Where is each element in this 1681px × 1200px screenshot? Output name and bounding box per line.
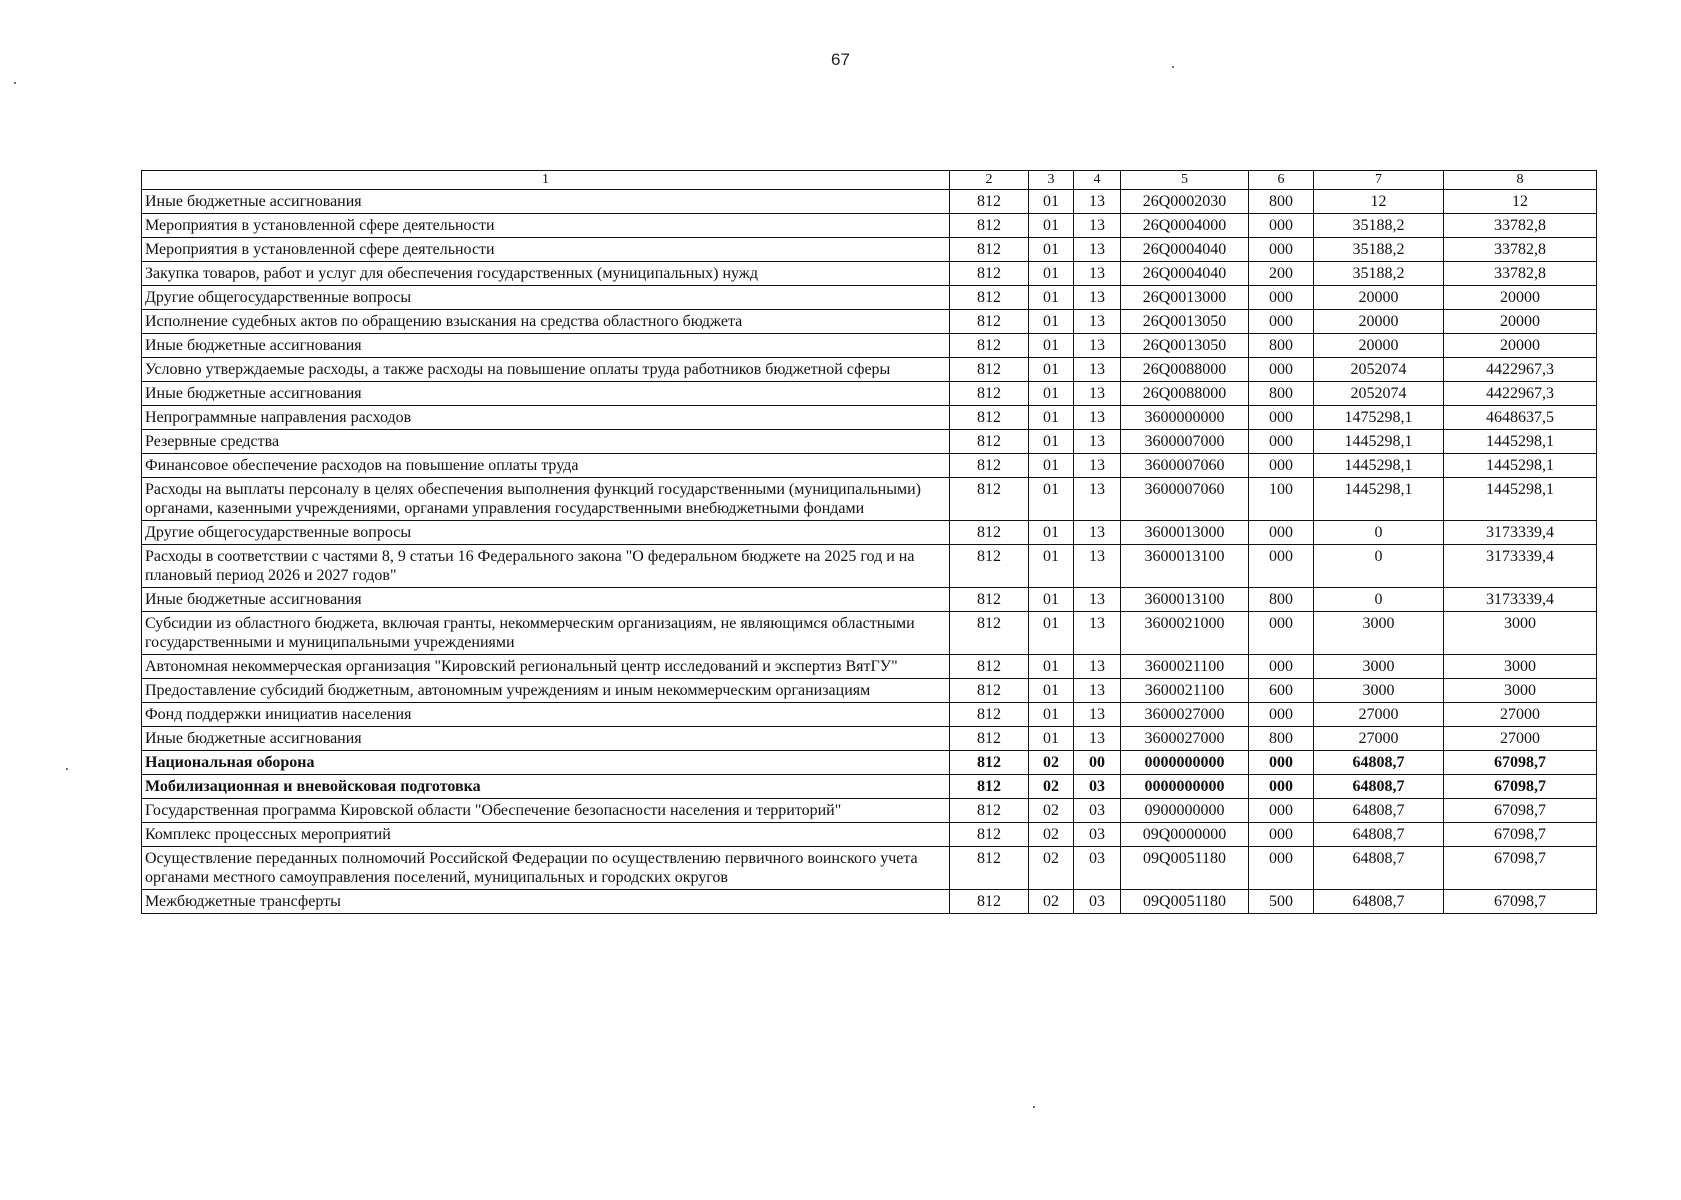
row-name-cell: Расходы в соответствии с частями 8, 9 статьи 16 Федерального закона "О федеральном бюджете на 2025 год и на плановый период 2026 и 2027 годов": [142, 545, 950, 588]
amount-2026-cell: 27000: [1314, 703, 1444, 727]
subsection-cell: 03: [1074, 847, 1121, 890]
code-cell: 812: [950, 310, 1029, 334]
amount-2027-cell: 3173339,4: [1444, 521, 1597, 545]
section-cell: 01: [1029, 286, 1074, 310]
row-name-cell: Государственная программа Кировской области "Обеспечение безопасности населения и территорий": [142, 799, 950, 823]
amount-2027-cell: 20000: [1444, 334, 1597, 358]
target-article-cell: 3600007060: [1121, 454, 1249, 478]
amount-2026-cell: 64808,7: [1314, 751, 1444, 775]
amount-2026-cell: 64808,7: [1314, 823, 1444, 847]
amount-2027-cell: 12: [1444, 190, 1597, 214]
amount-2026-cell: 64808,7: [1314, 775, 1444, 799]
code-cell: 812: [950, 890, 1029, 914]
subsection-cell: 03: [1074, 775, 1121, 799]
amount-2026-cell: 3000: [1314, 612, 1444, 655]
subsection-cell: 13: [1074, 679, 1121, 703]
row-name-cell: Мероприятия в установленной сфере деятельности: [142, 214, 950, 238]
row-name-cell: Расходы на выплаты персоналу в целях обеспечения выполнения функций государственными (муниципальными) органами, казенными учреждениями, органами управления государственными внебюджетными фондами: [142, 478, 950, 521]
code-cell: 812: [950, 612, 1029, 655]
code-cell: 812: [950, 679, 1029, 703]
budget-table: [141, 170, 1597, 914]
code-cell: 812: [950, 521, 1029, 545]
target-article-cell: 3600007000: [1121, 430, 1249, 454]
target-article-cell: 3600013000: [1121, 521, 1249, 545]
code-cell: 812: [950, 588, 1029, 612]
section-cell: 02: [1029, 751, 1074, 775]
section-cell: 02: [1029, 847, 1074, 890]
table-row: [142, 262, 1597, 286]
amount-2026-cell: 35188,2: [1314, 262, 1444, 286]
subsection-cell: 13: [1074, 310, 1121, 334]
subsection-cell: 13: [1074, 358, 1121, 382]
table-row: [142, 545, 1597, 588]
subsection-cell: 13: [1074, 521, 1121, 545]
row-name-cell: Исполнение судебных актов по обращению взыскания на средства областного бюджета: [142, 310, 950, 334]
table-row: [142, 679, 1597, 703]
code-cell: 812: [950, 799, 1029, 823]
expense-type-cell: 000: [1249, 823, 1314, 847]
target-article-cell: 26Q0013050: [1121, 334, 1249, 358]
target-article-cell: 09Q0051180: [1121, 890, 1249, 914]
subsection-cell: 13: [1074, 286, 1121, 310]
expense-type-cell: 000: [1249, 799, 1314, 823]
amount-2027-cell: 67098,7: [1444, 890, 1597, 914]
code-cell: 812: [950, 214, 1029, 238]
table-row: [142, 454, 1597, 478]
section-cell: 01: [1029, 406, 1074, 430]
subsection-cell: 13: [1074, 406, 1121, 430]
table-row: [142, 751, 1597, 775]
subsection-cell: 13: [1074, 655, 1121, 679]
expense-type-cell: 000: [1249, 655, 1314, 679]
column-header: 8: [1444, 171, 1597, 190]
target-article-cell: 26Q0004040: [1121, 262, 1249, 286]
section-cell: 02: [1029, 823, 1074, 847]
section-cell: 01: [1029, 262, 1074, 286]
target-article-cell: 09Q0000000: [1121, 823, 1249, 847]
code-cell: 812: [950, 751, 1029, 775]
target-article-cell: 26Q0013050: [1121, 310, 1249, 334]
expense-type-cell: 800: [1249, 334, 1314, 358]
amount-2027-cell: 67098,7: [1444, 823, 1597, 847]
target-article-cell: 0000000000: [1121, 751, 1249, 775]
amount-2027-cell: 20000: [1444, 286, 1597, 310]
column-header: 6: [1249, 171, 1314, 190]
scan-speck: [1172, 66, 1174, 68]
amount-2027-cell: 3000: [1444, 679, 1597, 703]
target-article-cell: 3600021000: [1121, 612, 1249, 655]
expense-type-cell: 000: [1249, 751, 1314, 775]
section-cell: 01: [1029, 190, 1074, 214]
subsection-cell: 13: [1074, 703, 1121, 727]
amount-2026-cell: 1475298,1: [1314, 406, 1444, 430]
column-header: 2: [950, 171, 1029, 190]
amount-2026-cell: 64808,7: [1314, 890, 1444, 914]
target-article-cell: 26Q0088000: [1121, 358, 1249, 382]
table-row: [142, 823, 1597, 847]
table-row: [142, 703, 1597, 727]
row-name-cell: Мероприятия в установленной сфере деятельности: [142, 238, 950, 262]
section-cell: 01: [1029, 545, 1074, 588]
amount-2026-cell: 3000: [1314, 655, 1444, 679]
row-name-cell: Резервные средства: [142, 430, 950, 454]
row-name-cell: Непрограммные направления расходов: [142, 406, 950, 430]
section-cell: 01: [1029, 655, 1074, 679]
column-header: 4: [1074, 171, 1121, 190]
subsection-cell: 13: [1074, 238, 1121, 262]
row-name-cell: Мобилизационная и вневойсковая подготовка: [142, 775, 950, 799]
amount-2026-cell: 64808,7: [1314, 799, 1444, 823]
amount-2027-cell: 3173339,4: [1444, 545, 1597, 588]
table-row: [142, 406, 1597, 430]
row-name-cell: Фонд поддержки инициатив населения: [142, 703, 950, 727]
code-cell: 812: [950, 775, 1029, 799]
table-row: [142, 727, 1597, 751]
subsection-cell: 13: [1074, 478, 1121, 521]
row-name-cell: Иные бюджетные ассигнования: [142, 190, 950, 214]
code-cell: 812: [950, 334, 1029, 358]
table-row: [142, 775, 1597, 799]
amount-2027-cell: 4422967,3: [1444, 382, 1597, 406]
table-row: [142, 214, 1597, 238]
amount-2027-cell: 3173339,4: [1444, 588, 1597, 612]
amount-2027-cell: 4648637,5: [1444, 406, 1597, 430]
expense-type-cell: 000: [1249, 847, 1314, 890]
amount-2027-cell: 3000: [1444, 655, 1597, 679]
row-name-cell: Иные бюджетные ассигнования: [142, 727, 950, 751]
expense-type-cell: 800: [1249, 382, 1314, 406]
table-row: [142, 521, 1597, 545]
section-cell: 01: [1029, 727, 1074, 751]
amount-2026-cell: 3000: [1314, 679, 1444, 703]
amount-2026-cell: 27000: [1314, 727, 1444, 751]
code-cell: 812: [950, 478, 1029, 521]
expense-type-cell: 800: [1249, 727, 1314, 751]
amount-2026-cell: 0: [1314, 545, 1444, 588]
amount-2026-cell: 35188,2: [1314, 214, 1444, 238]
code-cell: 812: [950, 286, 1029, 310]
amount-2027-cell: 1445298,1: [1444, 478, 1597, 521]
target-article-cell: 3600021100: [1121, 679, 1249, 703]
expense-type-cell: 000: [1249, 430, 1314, 454]
expense-type-cell: 000: [1249, 286, 1314, 310]
target-article-cell: 0900000000: [1121, 799, 1249, 823]
section-cell: 01: [1029, 358, 1074, 382]
table-row: [142, 190, 1597, 214]
amount-2026-cell: 1445298,1: [1314, 430, 1444, 454]
amount-2026-cell: 35188,2: [1314, 238, 1444, 262]
scan-speck: [66, 768, 68, 770]
expense-type-cell: 200: [1249, 262, 1314, 286]
section-cell: 02: [1029, 799, 1074, 823]
expense-type-cell: 000: [1249, 358, 1314, 382]
expense-type-cell: 600: [1249, 679, 1314, 703]
column-header: 7: [1314, 171, 1444, 190]
expense-type-cell: 000: [1249, 406, 1314, 430]
table-row: [142, 890, 1597, 914]
subsection-cell: 13: [1074, 588, 1121, 612]
row-name-cell: Осуществление переданных полномочий Российской Федерации по осуществлению первичного воинского учета органами местного самоуправления поселений, муниципальных и городских округов: [142, 847, 950, 890]
subsection-cell: 13: [1074, 545, 1121, 588]
amount-2026-cell: 1445298,1: [1314, 478, 1444, 521]
row-name-cell: Межбюджетные трансферты: [142, 890, 950, 914]
column-header: 5: [1121, 171, 1249, 190]
page-number: 67: [831, 50, 850, 69]
section-cell: 01: [1029, 430, 1074, 454]
section-cell: 02: [1029, 775, 1074, 799]
code-cell: 812: [950, 262, 1029, 286]
expense-type-cell: 000: [1249, 545, 1314, 588]
section-cell: 01: [1029, 679, 1074, 703]
table-row: [142, 588, 1597, 612]
row-name-cell: Финансовое обеспечение расходов на повышение оплаты труда: [142, 454, 950, 478]
section-cell: 01: [1029, 703, 1074, 727]
expense-type-cell: 800: [1249, 588, 1314, 612]
section-cell: 01: [1029, 521, 1074, 545]
code-cell: 812: [950, 655, 1029, 679]
row-name-cell: Условно утверждаемые расходы, а также расходы на повышение оплаты труда работников бюджетной сферы: [142, 358, 950, 382]
target-article-cell: 3600027000: [1121, 727, 1249, 751]
subsection-cell: 13: [1074, 214, 1121, 238]
subsection-cell: 03: [1074, 890, 1121, 914]
subsection-cell: 13: [1074, 454, 1121, 478]
section-cell: 01: [1029, 588, 1074, 612]
amount-2027-cell: 1445298,1: [1444, 454, 1597, 478]
amount-2027-cell: 27000: [1444, 727, 1597, 751]
code-cell: 812: [950, 358, 1029, 382]
section-cell: 01: [1029, 612, 1074, 655]
target-article-cell: 26Q0013000: [1121, 286, 1249, 310]
subsection-cell: 00: [1074, 751, 1121, 775]
amount-2026-cell: 20000: [1314, 310, 1444, 334]
table-row: [142, 286, 1597, 310]
table-row: [142, 847, 1597, 890]
amount-2027-cell: 3000: [1444, 612, 1597, 655]
scan-speck: [1033, 1106, 1035, 1108]
amount-2026-cell: 2052074: [1314, 382, 1444, 406]
amount-2027-cell: 67098,7: [1444, 847, 1597, 890]
row-name-cell: Иные бюджетные ассигнования: [142, 382, 950, 406]
expense-type-cell: 000: [1249, 454, 1314, 478]
subsection-cell: 13: [1074, 727, 1121, 751]
table-row: [142, 382, 1597, 406]
target-article-cell: 3600013100: [1121, 545, 1249, 588]
section-cell: 01: [1029, 238, 1074, 262]
amount-2026-cell: 1445298,1: [1314, 454, 1444, 478]
expense-type-cell: 800: [1249, 190, 1314, 214]
row-name-cell: Предоставление субсидий бюджетным, автономным учреждениям и иным некоммерческим организациям: [142, 679, 950, 703]
amount-2027-cell: 67098,7: [1444, 751, 1597, 775]
amount-2027-cell: 4422967,3: [1444, 358, 1597, 382]
expense-type-cell: 100: [1249, 478, 1314, 521]
row-name-cell: Иные бюджетные ассигнования: [142, 334, 950, 358]
amount-2027-cell: 1445298,1: [1444, 430, 1597, 454]
target-article-cell: 09Q0051180: [1121, 847, 1249, 890]
table-row: [142, 799, 1597, 823]
amount-2027-cell: 33782,8: [1444, 214, 1597, 238]
table-row: [142, 612, 1597, 655]
subsection-cell: 13: [1074, 190, 1121, 214]
subsection-cell: 13: [1074, 612, 1121, 655]
amount-2026-cell: 2052074: [1314, 358, 1444, 382]
expense-type-cell: 000: [1249, 703, 1314, 727]
target-article-cell: 3600027000: [1121, 703, 1249, 727]
target-article-cell: 0000000000: [1121, 775, 1249, 799]
table-row: [142, 310, 1597, 334]
target-article-cell: 3600021100: [1121, 655, 1249, 679]
target-article-cell: 3600007060: [1121, 478, 1249, 521]
column-header: 1: [142, 171, 950, 190]
table-row: [142, 334, 1597, 358]
subsection-cell: 13: [1074, 334, 1121, 358]
code-cell: 812: [950, 406, 1029, 430]
expense-type-cell: 500: [1249, 890, 1314, 914]
code-cell: 812: [950, 823, 1029, 847]
target-article-cell: 26Q0088000: [1121, 382, 1249, 406]
amount-2026-cell: 64808,7: [1314, 847, 1444, 890]
row-name-cell: Закупка товаров, работ и услуг для обеспечения государственных (муниципальных) нужд: [142, 262, 950, 286]
amount-2026-cell: 20000: [1314, 334, 1444, 358]
section-cell: 01: [1029, 454, 1074, 478]
column-header: 3: [1029, 171, 1074, 190]
section-cell: 01: [1029, 478, 1074, 521]
subsection-cell: 03: [1074, 799, 1121, 823]
amount-2027-cell: 27000: [1444, 703, 1597, 727]
amount-2026-cell: 0: [1314, 521, 1444, 545]
subsection-cell: 03: [1074, 823, 1121, 847]
target-article-cell: 3600000000: [1121, 406, 1249, 430]
code-cell: 812: [950, 382, 1029, 406]
code-cell: 812: [950, 847, 1029, 890]
target-article-cell: 26Q0004040: [1121, 238, 1249, 262]
row-name-cell: Другие общегосударственные вопросы: [142, 521, 950, 545]
section-cell: 01: [1029, 310, 1074, 334]
table-row: [142, 478, 1597, 521]
code-cell: 812: [950, 238, 1029, 262]
row-name-cell: Субсидии из областного бюджета, включая гранты, некоммерческим организациям, не являющимся областными государственными и муниципальными учреждениями: [142, 612, 950, 655]
amount-2026-cell: 20000: [1314, 286, 1444, 310]
code-cell: 812: [950, 545, 1029, 588]
amount-2027-cell: 67098,7: [1444, 775, 1597, 799]
scan-speck: [14, 82, 16, 84]
target-article-cell: 26Q0004000: [1121, 214, 1249, 238]
code-cell: 812: [950, 703, 1029, 727]
expense-type-cell: 000: [1249, 612, 1314, 655]
row-name-cell: Комплекс процессных мероприятий: [142, 823, 950, 847]
table-row: [142, 238, 1597, 262]
amount-2027-cell: 33782,8: [1444, 262, 1597, 286]
row-name-cell: Другие общегосударственные вопросы: [142, 286, 950, 310]
amount-2027-cell: 67098,7: [1444, 799, 1597, 823]
row-name-cell: Национальная оборона: [142, 751, 950, 775]
expense-type-cell: 000: [1249, 310, 1314, 334]
table-body: [142, 190, 1597, 914]
expense-type-cell: 000: [1249, 775, 1314, 799]
section-cell: 01: [1029, 334, 1074, 358]
code-cell: 812: [950, 454, 1029, 478]
amount-2026-cell: 12: [1314, 190, 1444, 214]
code-cell: 812: [950, 190, 1029, 214]
amount-2026-cell: 0: [1314, 588, 1444, 612]
subsection-cell: 13: [1074, 262, 1121, 286]
code-cell: 812: [950, 727, 1029, 751]
expense-type-cell: 000: [1249, 238, 1314, 262]
expense-type-cell: 000: [1249, 214, 1314, 238]
amount-2027-cell: 20000: [1444, 310, 1597, 334]
table-row: [142, 655, 1597, 679]
target-article-cell: 26Q0002030: [1121, 190, 1249, 214]
row-name-cell: Иные бюджетные ассигнования: [142, 588, 950, 612]
section-cell: 01: [1029, 382, 1074, 406]
table-row: [142, 358, 1597, 382]
row-name-cell: Автономная некоммерческая организация "Кировский региональный центр исследований и экспертиз ВятГУ": [142, 655, 950, 679]
subsection-cell: 13: [1074, 382, 1121, 406]
section-cell: 01: [1029, 214, 1074, 238]
subsection-cell: 13: [1074, 430, 1121, 454]
table-row: [142, 430, 1597, 454]
expense-type-cell: 000: [1249, 521, 1314, 545]
amount-2027-cell: 33782,8: [1444, 238, 1597, 262]
target-article-cell: 3600013100: [1121, 588, 1249, 612]
section-cell: 02: [1029, 890, 1074, 914]
table-header-row: [142, 171, 1597, 190]
code-cell: 812: [950, 430, 1029, 454]
